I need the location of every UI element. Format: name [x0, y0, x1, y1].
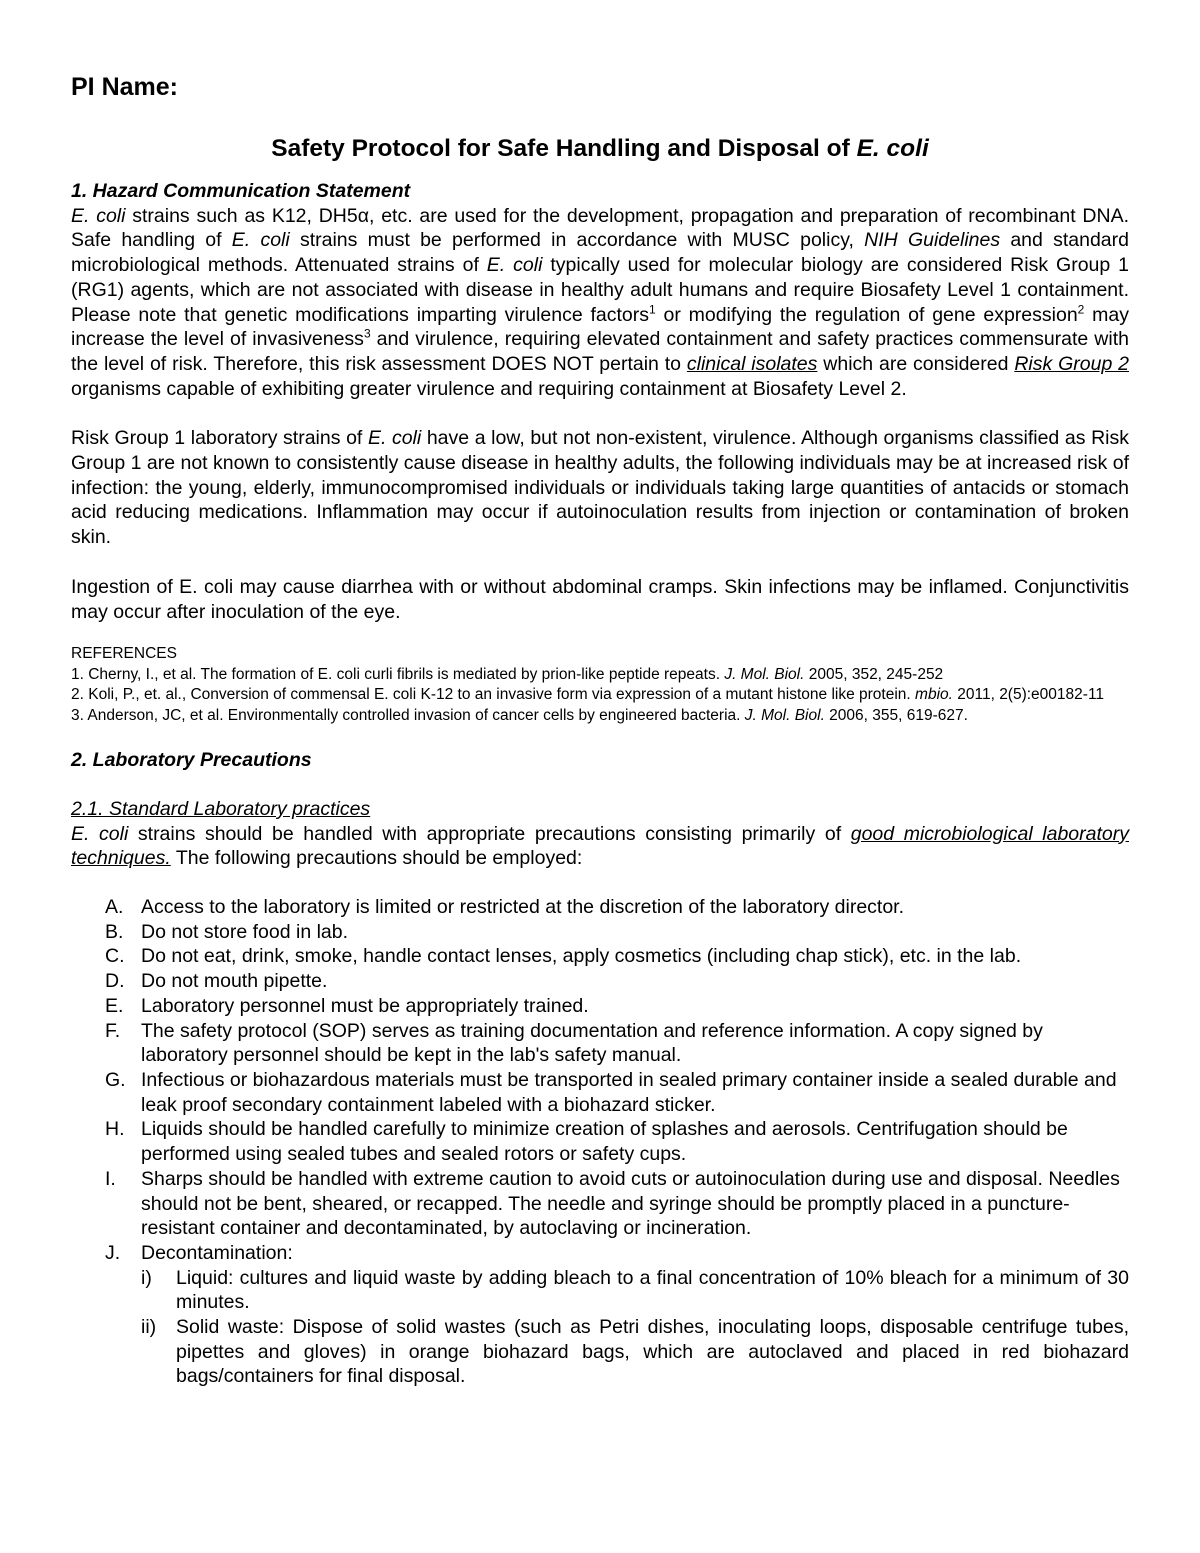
references-heading: REFERENCES	[71, 645, 177, 663]
title-text: Safety Protocol for Safe Handling and Disposal of	[271, 135, 857, 162]
clinical-isolates-text: clinical isolates	[686, 352, 818, 375]
list-item: D. Do not mouth pipette.	[105, 970, 328, 993]
reference-1: 1. Cherny, I., et al. The formation of E. coli curli fibrils is mediated by prion-like peptide repeats. J. Mol. Biol. 2005, 352, 245-252	[71, 665, 944, 683]
list-item: E. Laboratory personnel must be appropriately trained.	[105, 994, 589, 1017]
title-organism: E. coli	[856, 135, 929, 162]
good-micro-techniques-text: good microbiological laboratory techniques.	[71, 822, 1129, 870]
list-item: I. Sharps should be handled with extreme caution to avoid cuts or autoinoculation during use and disposal. Needles should not be bent, sheared, or recapped. The needle and syringe should be promptly placed in a puncture-resistant container and decontaminated, by autoclaving or incineration.	[105, 1167, 1120, 1240]
list-item: G. Infectious or biohazardous materials must be transported in sealed primary container inside a sealed durable and leak proof secondary containment labeled with a biohazard sticker.	[105, 1068, 1117, 1116]
precautions-list	[71, 895, 1129, 1389]
section-1-heading: 1. Hazard Communication Statement	[71, 180, 411, 202]
sub-list-item: ii) Solid waste: Dispose of solid wastes (such as Petri dishes, inoculating loops, disposable centrifuge tubes, pipettes and gloves) in orange biohazard bags, which are autoclaved and placed in red biohazard bags/containers for final disposal.	[141, 1316, 1129, 1388]
list-item: F. The safety protocol (SOP) serves as training documentation and reference information. A copy signed by laboratory personnel should be kept in the lab's safety manual.	[105, 1019, 1043, 1067]
precautions-intro: E. coli strains should be handled with appropriate precautions consisting primarily of good microbiological laboratory techniques. The following precautions should be employed:	[71, 822, 1129, 870]
list-item: H. Liquids should be handled carefully to minimize creation of splashes and aerosols. Centrifugation should be performed using sealed tubes and sealed rotors or safety cups.	[105, 1118, 1068, 1166]
reference-2: 2. Koli, P., et. al., Conversion of commensal E. coli K-12 to an invasive form via expression of a mutant histone like protein. mbio. 2011, 2(5):e00182-11	[71, 686, 1105, 704]
document-page	[71, 72, 1129, 1389]
list-item: C. Do not eat, drink, smoke, handle contact lenses, apply cosmetics (including chap stick), etc. in the lab.	[105, 945, 1022, 968]
hazard-paragraph-3: Ingestion of E. coli may cause diarrhea with or without abdominal cramps. Skin infections may be inflamed. Conjunctivitis may occur after inoculation of the eye.	[71, 575, 1129, 623]
list-item: J. Decontamination:	[105, 1241, 293, 1264]
section-2-heading: 2. Laboratory Precautions	[71, 749, 312, 772]
subsection-heading: 2.1. Standard Laboratory practices	[71, 797, 371, 820]
list-item: A. Access to the laboratory is limited or restricted at the discretion of the laboratory director.	[105, 896, 905, 919]
hazard-paragraph-2: Risk Group 1 laboratory strains of E. coli have a low, but not non-existent, virulence. Although organisms classified as Risk Group 1 are not known to consistently cause disease in healthy adults, the following individuals may be at increased risk of infection: the young, elderly, immunocompromised individuals or individuals taking large quantities of antacids or stomach acid reducing medications. Inflammation may occur if autoinoculation results from injection or contamination of broken skin.	[71, 427, 1129, 549]
reference-3: 3. Anderson, JC, et al. Environmentally controlled invasion of cancer cells by engineered bacteria. J. Mol. Biol. 2006, 355, 619-627.	[71, 706, 968, 724]
pi-name-label: PI Name:	[71, 73, 178, 101]
document-title	[71, 134, 1129, 164]
list-item: B. Do not store food in lab.	[105, 920, 349, 943]
hazard-paragraph-1: E. coli strains such as K12, DH5α, etc. are used for the development, propagation and preparation of recombinant DNA. Safe handling of E. coli strains must be performed in accordance with MUSC policy, NIH Guidelines and standard microbiological methods. Attenuated strains of E. coli typically used for molecular biology are considered Risk Group 1 (RG1) agents, which are not associated with disease in healthy adult humans and require Biosafety Level 1 containment. Please note that genetic modifications imparting virulence factors$^1$ or modifying the regulation of gene expression$^2$ may increase the level of invasiveness$^3$ and virulence, requiring elevated containment and safety practices commensurate with the level of risk. Therefore, this risk assessment DOES NOT pertain to clinical isolates which are considered Risk Group 2 organisms capable of exhibiting greater virulence and requiring containment at Biosafety Level 2.	[71, 204, 1130, 400]
risk-group-2-text: Risk Group 2	[1014, 352, 1130, 375]
sub-list-item: i) Liquid: cultures and liquid waste by adding bleach to a final concentration of 10% bleach for a minimum of 30 minutes.	[141, 1266, 1129, 1314]
references	[71, 644, 1129, 726]
